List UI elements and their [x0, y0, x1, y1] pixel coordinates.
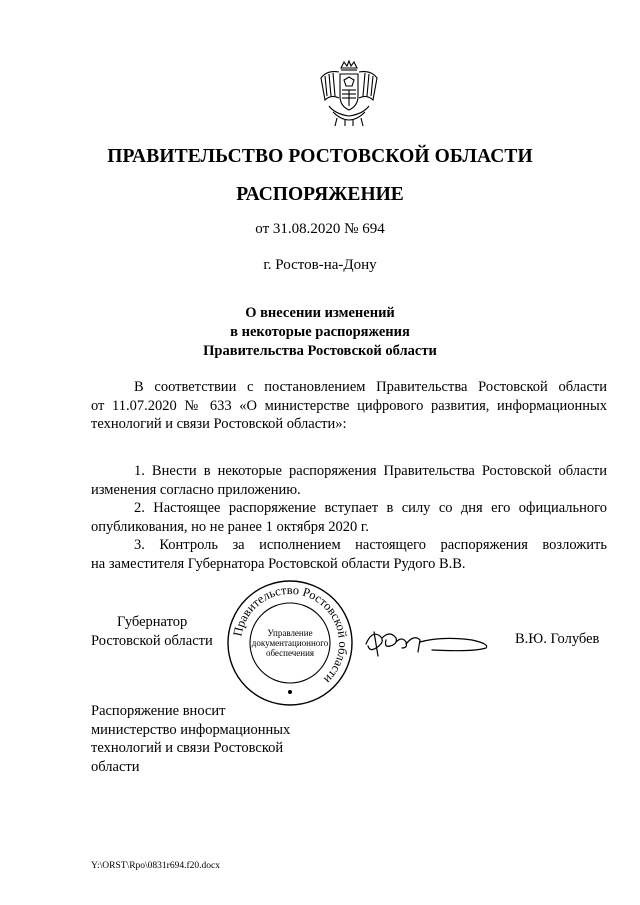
item-1-line: 1. Внести в некоторые распоряжения Правительства Ростовской области	[134, 463, 607, 479]
file-path: Y:\ORST\Rpo\0831r694.f20.docx	[91, 861, 220, 871]
submitter-note	[91, 702, 290, 776]
signatory-title-line: Ростовской области	[91, 632, 213, 649]
submitter-line: области	[91, 758, 140, 775]
preamble-paragraph	[91, 378, 607, 434]
document-type: РАСПОРЯЖЕНИЕ	[236, 184, 404, 205]
document-date-number: от 31.08.2020 № 694	[255, 221, 385, 237]
item-2-line: опубликования, но не ранее 1 октября 2020 г.	[91, 518, 369, 535]
submitter-line: Распоряжение вносит	[91, 703, 226, 719]
preamble-line: от 11.07.2020 № 633 «О министерстве цифрового развития, информационных	[91, 397, 607, 414]
submitter-line: министерство информационных	[91, 721, 291, 738]
subject-line: О внесении изменений	[245, 305, 395, 321]
item-3-line: 3. Контроль за исполнением настоящего распоряжения возложить	[134, 537, 607, 553]
document-city: г. Ростов-на-Дону	[263, 257, 377, 273]
item-1-line: изменения согласно приложению.	[91, 481, 301, 498]
item-2-line: 2. Настоящее распоряжение вступает в силу со дня его официального	[134, 500, 607, 516]
subject-line: в некоторые распоряжения	[230, 324, 410, 340]
coat-of-arms-icon	[315, 60, 383, 128]
official-stamp-icon	[226, 579, 354, 707]
preamble-line: технологий и связи Ростовской области»:	[91, 416, 347, 432]
document-subject	[0, 304, 640, 361]
stamp-inner-line: документационного	[251, 638, 329, 648]
signatory-title	[91, 613, 213, 650]
government-title: ПРАВИТЕЛЬСТВО РОСТОВСКОЙ ОБЛАСТИ	[107, 146, 533, 167]
stamp-outer-text: Правительство Ростовской области	[230, 582, 351, 687]
stamp-inner-line: Управление	[267, 628, 313, 638]
submitter-line: технологий и связи Ростовской	[91, 740, 284, 756]
preamble-line: В соответствии с постановлением Правительства Ростовской области	[134, 379, 607, 395]
handwritten-signature-icon	[362, 622, 494, 660]
items-list	[91, 462, 607, 573]
signatory-title-line: Губернатор	[117, 614, 188, 630]
signatory-name: В.Ю. Голубев	[515, 631, 600, 647]
item-3-line: на заместителя Губернатора Ростовской области Рудого В.В.	[91, 555, 466, 572]
stamp-inner-line: обеспечения	[265, 648, 315, 658]
subject-line: Правительства Ростовской области	[203, 343, 437, 359]
